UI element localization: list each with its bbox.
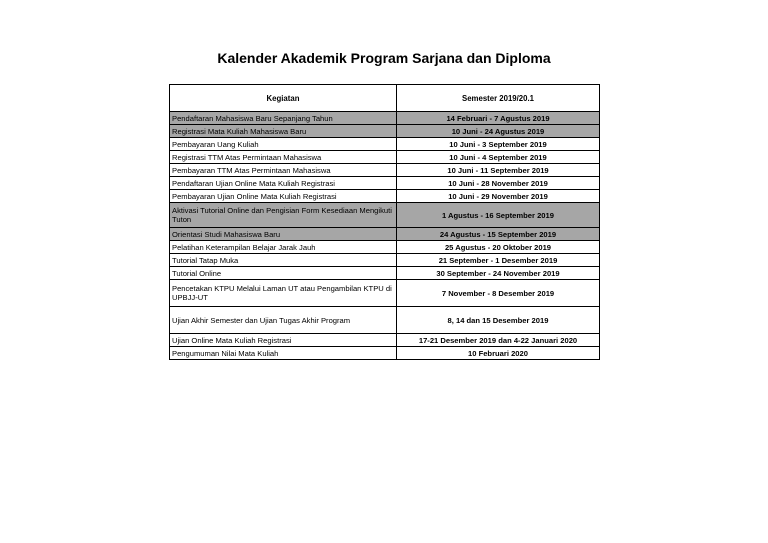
header-activity: Kegiatan [170, 85, 397, 112]
date-cell: 10 Juni - 28 November 2019 [397, 177, 600, 190]
activity-cell: Ujian Akhir Semester dan Ujian Tugas Akhir Program [170, 307, 397, 334]
date-cell: 7 November - 8 Desember 2019 [397, 280, 600, 307]
table-row [170, 334, 600, 347]
activity-cell: Pencetakan KTPU Melalui Laman UT atau Pengambilan KTPU di UPBJJ-UT [170, 280, 397, 307]
table-row [170, 190, 600, 203]
table-row [170, 254, 600, 267]
activity-cell: Aktivasi Tutorial Online dan Pengisian Form Kesediaan Mengikuti Tuton [170, 203, 397, 228]
activity-cell: Pembayaran TTM Atas Permintaan Mahasiswa [170, 164, 397, 177]
table-row [170, 125, 600, 138]
date-cell: 1 Agustus - 16 September 2019 [397, 203, 600, 228]
table-row [170, 280, 600, 307]
table-row [170, 267, 600, 280]
table-row [170, 347, 600, 360]
date-cell: 21 September - 1 Desember 2019 [397, 254, 600, 267]
activity-cell: Ujian Online Mata Kuliah Registrasi [170, 334, 397, 347]
date-cell: 14 Februari - 7 Agustus 2019 [397, 112, 600, 125]
activity-cell: Pendaftaran Mahasiswa Baru Sepanjang Tahun [170, 112, 397, 125]
table-row [170, 164, 600, 177]
activity-cell: Pendaftaran Ujian Online Mata Kuliah Registrasi [170, 177, 397, 190]
date-cell: 10 Juni - 29 November 2019 [397, 190, 600, 203]
activity-cell: Tutorial Online [170, 267, 397, 280]
document-title: Kalender Akademik Program Sarjana dan Diploma [217, 50, 551, 66]
date-cell: 10 Juni - 4 September 2019 [397, 151, 600, 164]
date-cell: 10 Juni - 24 Agustus 2019 [397, 125, 600, 138]
date-cell: 24 Agustus - 15 September 2019 [397, 228, 600, 241]
date-cell: 10 Februari 2020 [397, 347, 600, 360]
table-row [170, 151, 600, 164]
date-cell: 17-21 Desember 2019 dan 4-22 Januari 2020 [397, 334, 600, 347]
header-semester: Semester 2019/20.1 [397, 85, 600, 112]
date-cell: 30 September - 24 November 2019 [397, 267, 600, 280]
table-header-row [170, 85, 600, 112]
activity-cell: Pembayaran Uang Kuliah [170, 138, 397, 151]
activity-cell: Registrasi TTM Atas Permintaan Mahasiswa [170, 151, 397, 164]
table-row [170, 112, 600, 125]
date-cell: 10 Juni - 3 September 2019 [397, 138, 600, 151]
activity-cell: Pelatihan Keterampilan Belajar Jarak Jauh [170, 241, 397, 254]
date-cell: 25 Agustus - 20 Oktober 2019 [397, 241, 600, 254]
activity-cell: Tutorial Tatap Muka [170, 254, 397, 267]
activity-cell: Orientasi Studi Mahasiswa Baru [170, 228, 397, 241]
date-cell: 10 Juni - 11 September 2019 [397, 164, 600, 177]
table-row [170, 241, 600, 254]
date-cell: 8, 14 dan 15 Desember 2019 [397, 307, 600, 334]
activity-cell: Pengumuman Nilai Mata Kuliah [170, 347, 397, 360]
table-row [170, 203, 600, 228]
activity-cell: Pembayaran Ujian Online Mata Kuliah Registrasi [170, 190, 397, 203]
table-row [170, 177, 600, 190]
table-row [170, 307, 600, 334]
activity-cell: Registrasi Mata Kuliah Mahasiswa Baru [170, 125, 397, 138]
table-row [170, 138, 600, 151]
table-row [170, 228, 600, 241]
academic-calendar-table [169, 84, 600, 360]
